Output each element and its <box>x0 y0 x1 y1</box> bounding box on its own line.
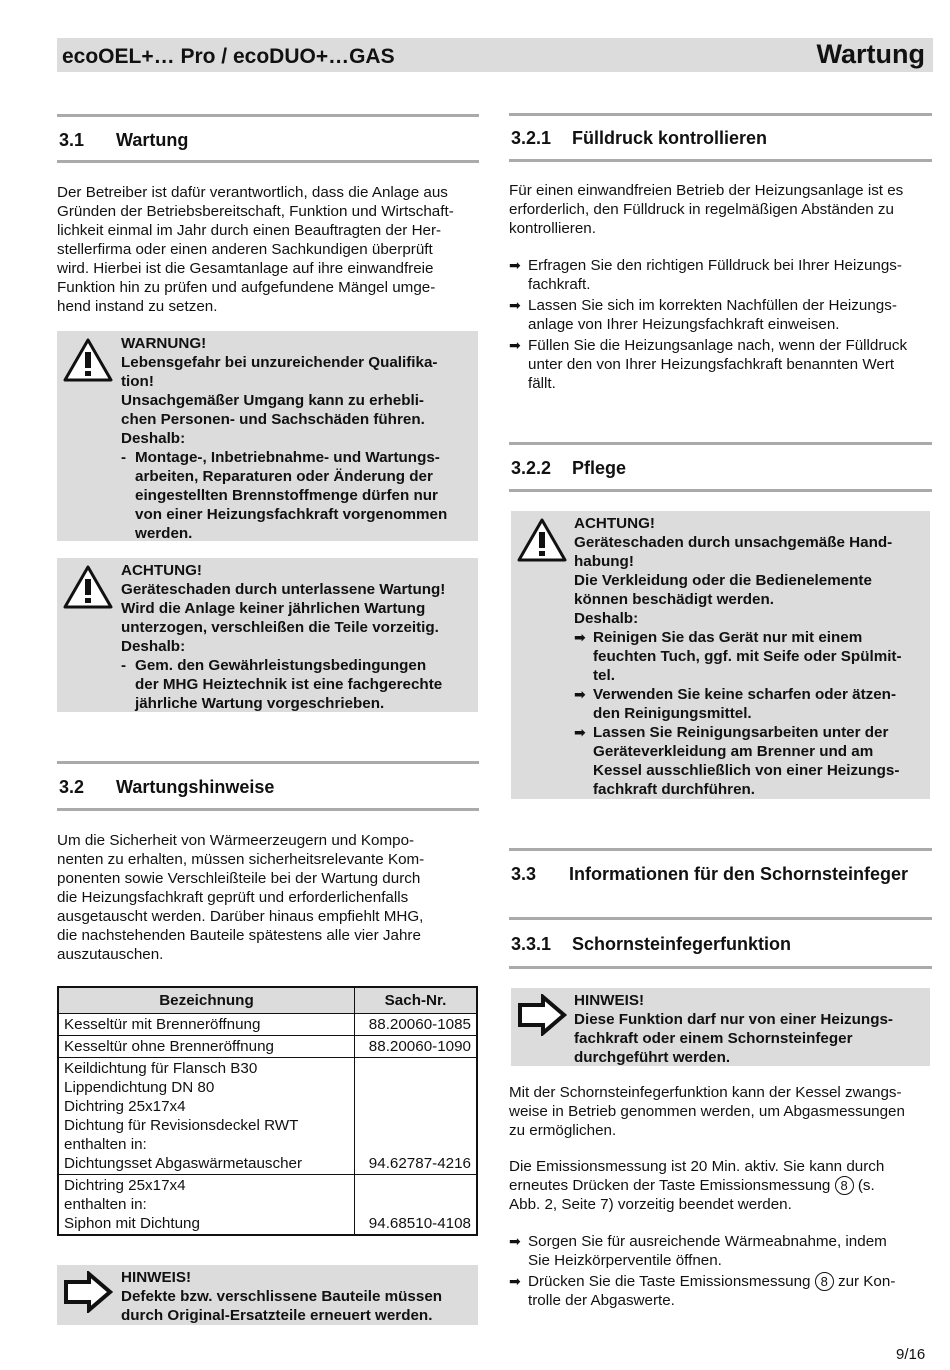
key-8-icon: 8 <box>835 1176 854 1195</box>
chimney-steps-list <box>509 1232 933 1312</box>
arrow-right-icon: ➡ <box>509 257 521 273</box>
section-number: 3.3.1 <box>511 934 552 954</box>
section-title: Informationen für den Schornsteinfeger <box>569 864 909 884</box>
section-heading-3-2-1 <box>511 128 767 149</box>
section-rule-bottom <box>57 808 479 811</box>
warning-list-item: - Montage-, Inbetriebnahme- und Wartungs- arbeiten, Reparaturen oder Änderung der eingestellten Brennstoffmenge dürfen nur von einer Heizungsfachkraft vorgenommen werden. <box>121 449 448 542</box>
arrow-right-icon: ➡ <box>509 337 521 353</box>
paragraph-fill-pressure: Für einen einwandfreien Betrieb der Heizungsanlage ist es erforderlich, den Fülldruck in regelmäßigen Abständen zu kontrollieren. <box>509 182 904 237</box>
table-row: Kesseltür mit Brenneröffnung 88.20060-1085 <box>58 1014 477 1036</box>
table-row: Kesseltür ohne Brenneröffnung 88.20060-1090 <box>58 1036 477 1058</box>
arrow-right-icon: ➡ <box>509 1273 521 1289</box>
notice-text: HINWEIS! Diese Funktion darf nur von einer Heizungs- fachkraft oder einem Schornsteinfeger durchgeführt werden. <box>574 992 893 1066</box>
section-rule-top <box>509 917 932 920</box>
section-title: Wartung <box>116 130 189 150</box>
section-heading-3-2-2 <box>511 458 626 479</box>
section-number: 3.2 <box>59 777 85 797</box>
section-heading-3-3-1 <box>511 934 791 955</box>
warning-triangle-icon <box>62 564 114 610</box>
list-item: ➡ Drücken Sie die Taste Emissionsmessung 8 zur Kon- trolle der Abgaswerte. <box>509 1273 896 1309</box>
caution-text: ACHTUNG! Geräteschaden durch unterlassene Wartung! Wird die Anlage keiner jährlichen Wartung unterzogen, verschleißen die Teile vorzeitig. Deshalb: - Gem. den Gewährleistungsbedingungen der MHG Heiztechnik ist eine fachgerechte jährliche Wartung vorgeschrieben. <box>121 562 446 712</box>
chapter-title: Wartung <box>816 39 925 69</box>
section-number: 3.1 <box>59 130 85 150</box>
section-heading-3-1 <box>59 130 188 151</box>
page-number: 9/16 <box>896 1346 926 1363</box>
section-rule-top <box>57 761 479 764</box>
caution-list-item: ➡ Lassen Sie Reinigungsarbeiten unter der Geräteverkleidung am Brenner und am Kessel ausschließlich von einer Heizungs- fachkraft durchführen. <box>574 724 900 798</box>
paragraph-chimney-function: Mit der Schornsteinfegerfunktion kann der Kessel zwangs- weise in Betrieb genommen werden, um Abgasmessungen zu ermöglichen. <box>509 1084 905 1139</box>
section-rule-bottom <box>57 160 479 163</box>
paragraph-maintenance: Der Betreiber ist dafür verantwortlich, dass die Anlage aus Gründen der Betriebsbereitschaft, Funktion und Wirtschaft- lichkeit einmal im Jahr durch einen Beauftragten der Her- stellerfirma oder einen anderen Sachkundigen überprüft wird. Hierbei ist die Gesamtanlage auf ihre einwandfreie Funktion hin zu prüfen und aufgefundene Mängel umge- hend instand zu setzen. <box>57 184 454 315</box>
product-title: ecoOEL+… Pro / ecoDUO+…GAS <box>62 45 395 68</box>
caution-list-item: - Gem. den Gewährleistungsbedingungen der MHG Heiztechnik ist eine fachgerechte jährliche Wartung vorgeschrieben. <box>121 657 443 712</box>
list-item: ➡ Erfragen Sie den richtigen Fülldruck bei Ihrer Heizungs- fachkraft. <box>509 257 902 293</box>
section-rule-bottom <box>509 159 932 162</box>
table-header-row <box>58 987 477 1014</box>
key-8-icon: 8 <box>815 1272 834 1291</box>
list-item: ➡ Lassen Sie sich im korrekten Nachfüllen der Heizungs- anlage von Ihrer Heizungsfachkraft einweisen. <box>509 297 897 333</box>
arrow-right-icon: ➡ <box>574 686 586 702</box>
arrow-right-icon: ➡ <box>574 629 586 645</box>
notice-box-chimney <box>511 988 930 1066</box>
caution-list-item: ➡ Verwenden Sie keine scharfen oder ätzen- den Reinigungsmittel. <box>574 686 897 722</box>
column-header-name: Bezeichnung <box>58 987 354 1014</box>
section-title: Wartungshinweise <box>116 777 275 797</box>
section-rule-bottom <box>509 489 932 492</box>
notice-box-spare-parts <box>57 1265 478 1325</box>
section-number: 3.3 <box>511 864 537 884</box>
section-rule-bottom <box>509 966 932 969</box>
section-rule-top <box>509 113 932 116</box>
notice-arrow-icon <box>63 1271 113 1313</box>
section-number: 3.2.2 <box>511 458 552 478</box>
section-rule-top <box>509 848 932 851</box>
section-heading-3-3 <box>511 864 908 885</box>
arrow-right-icon: ➡ <box>574 724 586 740</box>
section-number: 3.2.1 <box>511 128 552 148</box>
column-header-number: Sach-Nr. <box>354 987 477 1014</box>
table-row: Keildichtung für Flansch B30 Lippendichtung DN 80 Dichtring 25x17x4 Dichtung für Revisionsdeckel RWT enthalten in: Dichtungsset Abgaswärmetauscher 94.62787-4216 <box>58 1058 477 1175</box>
page-header <box>57 38 933 72</box>
arrow-right-icon: ➡ <box>509 297 521 313</box>
section-title: Fülldruck kontrollieren <box>572 128 768 148</box>
table-row: Dichtring 25x17x4 enthalten in: Siphon mit Dichtung 94.68510-4108 <box>58 1175 477 1236</box>
section-title: Schornsteinfegerfunktion <box>572 934 792 954</box>
section-heading-3-2 <box>59 777 274 798</box>
paragraph-emission-measurement: Die Emissionsmessung ist 20 Min. aktiv. Sie kann durch erneutes Drücken der Taste Emissionsmessung 8 (s. Abb. 2, Seite 7) vorzeitig beendet werden. <box>509 1158 885 1213</box>
warning-text: WARNUNG! Lebensgefahr bei unzureichender Qualifika- tion! Unsachgemäßer Umgang kann zu erhebli- chen Personen- und Sachschäden führen. Deshalb: - Montage-, Inbetriebnahme- und Wartungs- arbeiten, Reparaturen oder Änderung der eingestellten Brennstoffmenge dürfen nur von einer Heizungsfachkraft vorgenommen werden. <box>121 335 448 542</box>
caution-text: ACHTUNG! Geräteschaden durch unsachgemäße Hand- habung! Die Verkleidung oder die Bedienelemente können beschädigt werden. Deshalb: ➡ Reinigen Sie das Gerät nur mit einem feuchten Tuch, ggf. mit Seife oder Spülmit- tel. ➡ Verwenden Sie keine scharfen oder ätzen- den Reinigungsmittel. ➡ Lassen Sie Reinigungsarbeiten unter der Geräteverkleidung am Brenner und am Kessel ausschließlich von einer Heizungs- fachkraft durchführen. <box>574 515 902 798</box>
caution-box-maintenance <box>57 558 478 712</box>
spare-parts-table <box>57 986 478 1236</box>
fill-pressure-list <box>509 256 933 395</box>
list-item: ➡ Füllen Sie die Heizungsanlage nach, wenn der Fülldruck unter den von Ihrer Heizungsfachkraft benannten Wert fällt. <box>509 337 908 392</box>
notice-text: HINWEIS! Defekte bzw. verschlissene Bauteile müssen durch Original-Ersatzteile erneuert werden. <box>121 1269 443 1324</box>
section-rule-top <box>509 442 932 445</box>
warning-triangle-icon <box>62 337 114 383</box>
caution-list-item: ➡ Reinigen Sie das Gerät nur mit einem feuchten Tuch, ggf. mit Seife oder Spülmit- tel. <box>574 629 902 684</box>
list-item: ➡ Sorgen Sie für ausreichende Wärmeabnahme, indem Sie Heizkörperventile öffnen. <box>509 1233 887 1269</box>
section-rule-top <box>57 114 479 117</box>
warning-box <box>57 331 478 541</box>
warning-triangle-icon <box>516 517 568 563</box>
caution-box-care <box>511 511 930 799</box>
arrow-right-icon: ➡ <box>509 1233 521 1249</box>
paragraph-maintenance-notes: Um die Sicherheit von Wärmeerzeugern und Kompo- nenten zu erhalten, müssen sicherheitsrelevante Kom- ponenten sowie Verschleißteile bei der Wartung durch die Heizungsfachkraft geprüft und erforderlichenfalls ausgetauscht werden. Darüber hinaus empfiehlt MHG, die nachstehenden Bauteile spätestens alle vier Jahre auszutauschen. <box>57 832 425 963</box>
section-title: Pflege <box>572 458 627 478</box>
notice-arrow-icon <box>517 994 567 1036</box>
